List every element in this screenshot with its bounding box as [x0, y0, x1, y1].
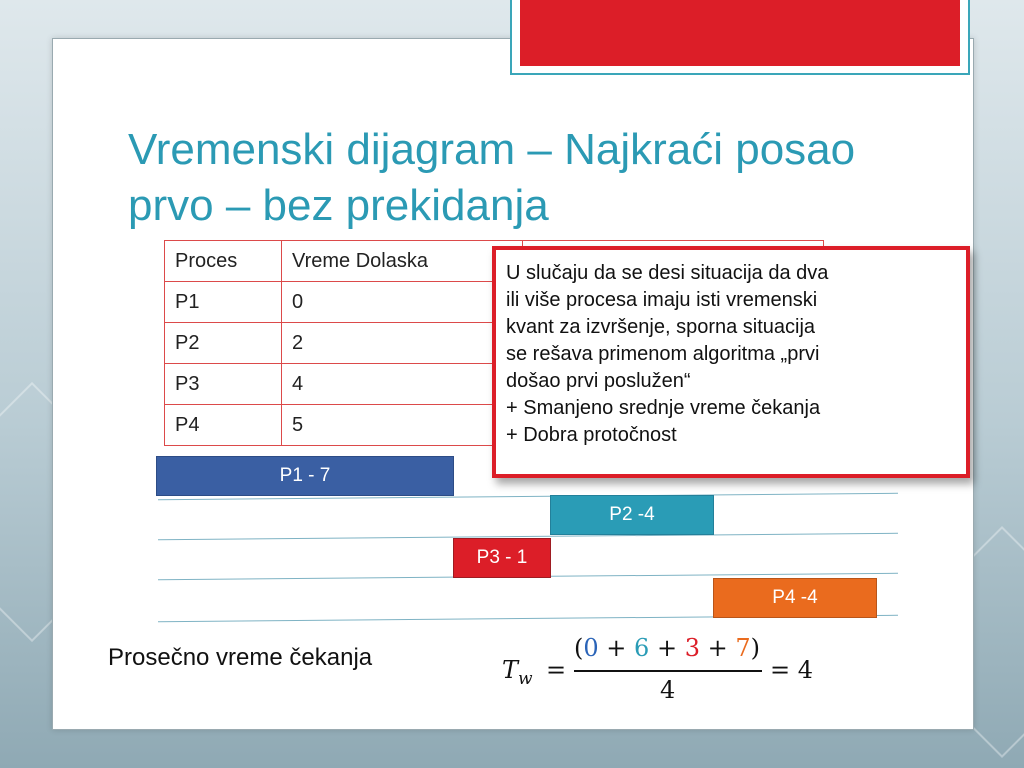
callout-line: ili više procesa imaju isti vremenski: [506, 289, 818, 311]
callout-line: + Dobra protočnost: [506, 424, 677, 446]
formula-denominator: 4: [660, 676, 676, 704]
callout-line: kvant za izvršenje, sporna situacija: [506, 316, 816, 338]
callout-box: [492, 246, 970, 478]
gantt-bar-label: P2 -4: [609, 504, 655, 525]
formula-close-paren: ): [750, 634, 761, 662]
formula-term: 0: [583, 634, 599, 662]
accent-red-block: [520, 0, 960, 66]
table-cell: 0: [282, 282, 523, 323]
formula-lhs: [502, 656, 533, 689]
table-cell: P2: [165, 323, 282, 364]
average-formula: [502, 630, 832, 710]
table-header-cell: Proces: [165, 241, 282, 282]
gantt-bar-p3: [453, 538, 551, 578]
gantt-bar-p1: [156, 456, 454, 496]
formula-term: 6: [634, 634, 650, 662]
table-cell: 5: [282, 405, 523, 446]
fraction-bar: [574, 670, 762, 672]
slide-title: Vremenski dijagram – Najkraći posao prvo – bez prekidanja: [128, 125, 856, 230]
callout-line: došao prvi poslužen“: [506, 370, 691, 392]
callout-line: + Smanjeno srednje vreme čekanja: [506, 397, 821, 419]
average-waiting-label: Prosečno vreme čekanja: [108, 644, 373, 671]
formula-lhs-subscript: w: [518, 668, 533, 689]
gantt-bar-label: P4 -4: [772, 587, 818, 608]
formula-plus: +: [707, 634, 728, 662]
callout-line: se rešava primenom algoritma „prvi: [506, 343, 820, 365]
gantt-bar-label: P3 - 1: [476, 547, 528, 568]
formula-plus: +: [656, 634, 678, 662]
formula-term: 3: [684, 634, 700, 662]
gantt-bar-label: P1 - 7: [279, 465, 331, 486]
formula-result: = 4: [770, 656, 814, 684]
formula-term: 7: [735, 634, 751, 662]
table-cell: P1: [165, 282, 282, 323]
table-header-cell: Vreme Dolaska: [282, 241, 523, 282]
formula-plus: +: [606, 634, 627, 662]
table-cell: P3: [165, 364, 282, 405]
formula-lhs-symbol: T: [502, 656, 519, 684]
formula-open-paren: (: [574, 634, 584, 662]
formula-numerator: [574, 634, 760, 662]
table-cell: 4: [282, 364, 523, 405]
table-cell: P4: [165, 405, 282, 446]
gantt-bar-p4: [713, 578, 877, 618]
callout-line: U slučaju da se desi situacija da dva: [506, 262, 829, 284]
gantt-bar-p2: [550, 495, 714, 535]
table-cell: 2: [282, 323, 523, 364]
formula-equals: =: [546, 656, 567, 684]
